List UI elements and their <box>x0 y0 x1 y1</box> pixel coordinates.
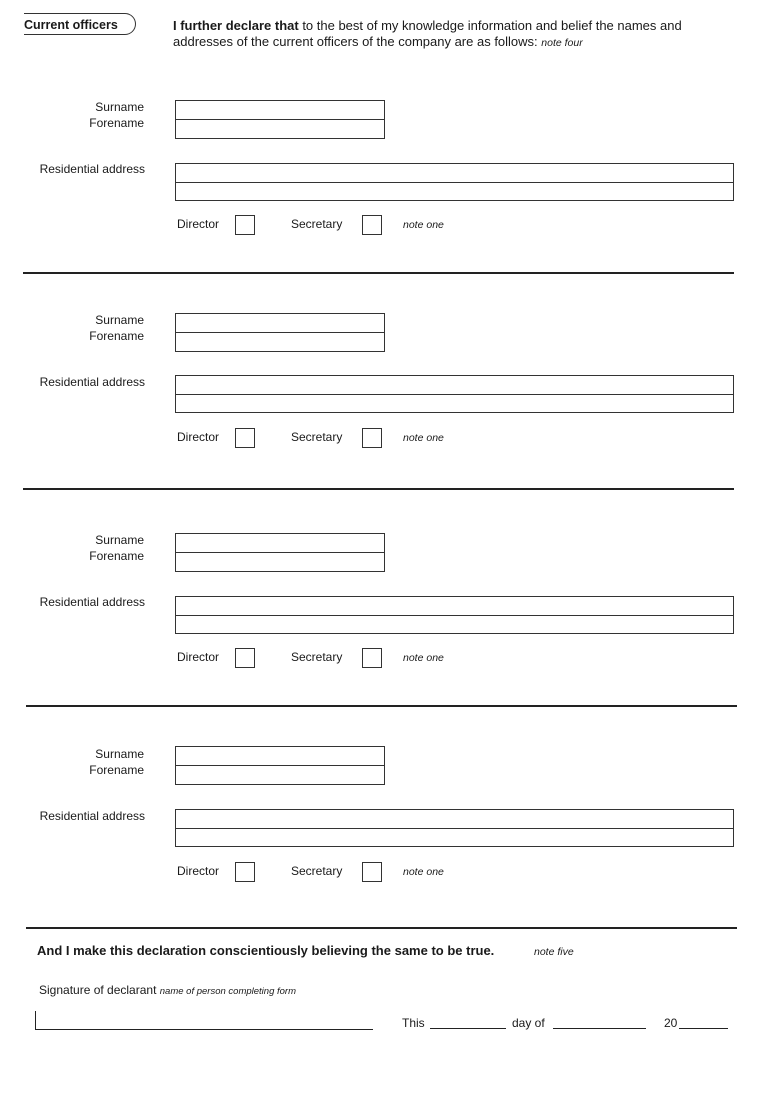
intro-paragraph <box>173 18 733 51</box>
declaration-statement: And I make this declaration conscientiously believing the same to be true. <box>37 943 495 958</box>
officer-4-surname-field[interactable] <box>175 746 385 766</box>
day-of-label: day of <box>512 1016 545 1030</box>
day-line[interactable] <box>430 1028 506 1029</box>
address-label: Residential address <box>39 162 145 176</box>
signature-hint: name of person completing form <box>159 986 296 997</box>
surname-label: Surname <box>95 533 144 547</box>
director-label: Director <box>177 650 220 664</box>
signature-label-wrap <box>39 983 296 997</box>
officer-1-surname-field[interactable] <box>175 100 385 120</box>
officer-3-secretary-checkbox[interactable] <box>362 648 382 668</box>
director-label: Director <box>177 430 220 444</box>
officer-1-address-line1[interactable] <box>175 163 734 183</box>
forename-label: Forename <box>89 549 144 563</box>
officer-4-forename-field[interactable] <box>175 765 385 785</box>
officer-1-forename-field[interactable] <box>175 119 385 139</box>
officer-3-address-line1[interactable] <box>175 596 734 616</box>
section-tab-label: Current officers <box>24 18 118 32</box>
note-one: note one <box>403 432 444 444</box>
officer-2-address-line2[interactable] <box>175 394 734 413</box>
address-label: Residential address <box>39 595 145 609</box>
address-label: Residential address <box>39 375 145 389</box>
officer-3-address-line2[interactable] <box>175 615 734 634</box>
section-divider <box>23 488 734 490</box>
officer-2-secretary-checkbox[interactable] <box>362 428 382 448</box>
secretary-label: Secretary <box>291 650 343 664</box>
secretary-label: Secretary <box>291 864 343 878</box>
surname-label: Surname <box>95 100 144 114</box>
section-divider <box>23 272 734 274</box>
address-label: Residential address <box>39 809 145 823</box>
officer-1-director-checkbox[interactable] <box>235 215 255 235</box>
note-one: note one <box>403 219 444 231</box>
surname-label: Surname <box>95 313 144 327</box>
director-label: Director <box>177 864 220 878</box>
signature-line[interactable] <box>35 1029 373 1030</box>
year-prefix: 20 <box>664 1016 678 1030</box>
officer-3-surname-field[interactable] <box>175 533 385 553</box>
forename-label: Forename <box>89 763 144 777</box>
officer-1-address-line2[interactable] <box>175 182 734 201</box>
intro-text: to the best of my knowledge information and belief the names and addresses of the current officers of the company are as follows: <box>173 18 682 49</box>
intro-note: note four <box>541 37 583 49</box>
officer-3-forename-field[interactable] <box>175 552 385 572</box>
secretary-label: Secretary <box>291 217 343 231</box>
officer-4-address-line1[interactable] <box>175 809 734 829</box>
month-line[interactable] <box>553 1028 646 1029</box>
surname-label: Surname <box>95 747 144 761</box>
secretary-label: Secretary <box>291 430 343 444</box>
note-one: note one <box>403 652 444 664</box>
officer-4-secretary-checkbox[interactable] <box>362 862 382 882</box>
signature-label: Signature of declarant <box>39 983 157 997</box>
officer-4-address-line2[interactable] <box>175 828 734 847</box>
signature-line-tick <box>35 1011 36 1030</box>
note-one: note one <box>403 866 444 878</box>
intro-bold: I further declare that <box>173 18 299 33</box>
section-divider <box>26 927 737 929</box>
declaration-note: note five <box>534 946 574 958</box>
officer-3-director-checkbox[interactable] <box>235 648 255 668</box>
section-divider <box>26 705 737 707</box>
this-label: This <box>402 1016 425 1030</box>
officer-2-surname-field[interactable] <box>175 313 385 333</box>
forename-label: Forename <box>89 329 144 343</box>
officer-2-address-line1[interactable] <box>175 375 734 395</box>
officer-1-secretary-checkbox[interactable] <box>362 215 382 235</box>
officer-2-forename-field[interactable] <box>175 332 385 352</box>
section-tab-current-officers <box>24 13 136 35</box>
officer-2-director-checkbox[interactable] <box>235 428 255 448</box>
director-label: Director <box>177 217 220 231</box>
forename-label: Forename <box>89 116 144 130</box>
year-line[interactable] <box>679 1028 728 1029</box>
officer-4-director-checkbox[interactable] <box>235 862 255 882</box>
